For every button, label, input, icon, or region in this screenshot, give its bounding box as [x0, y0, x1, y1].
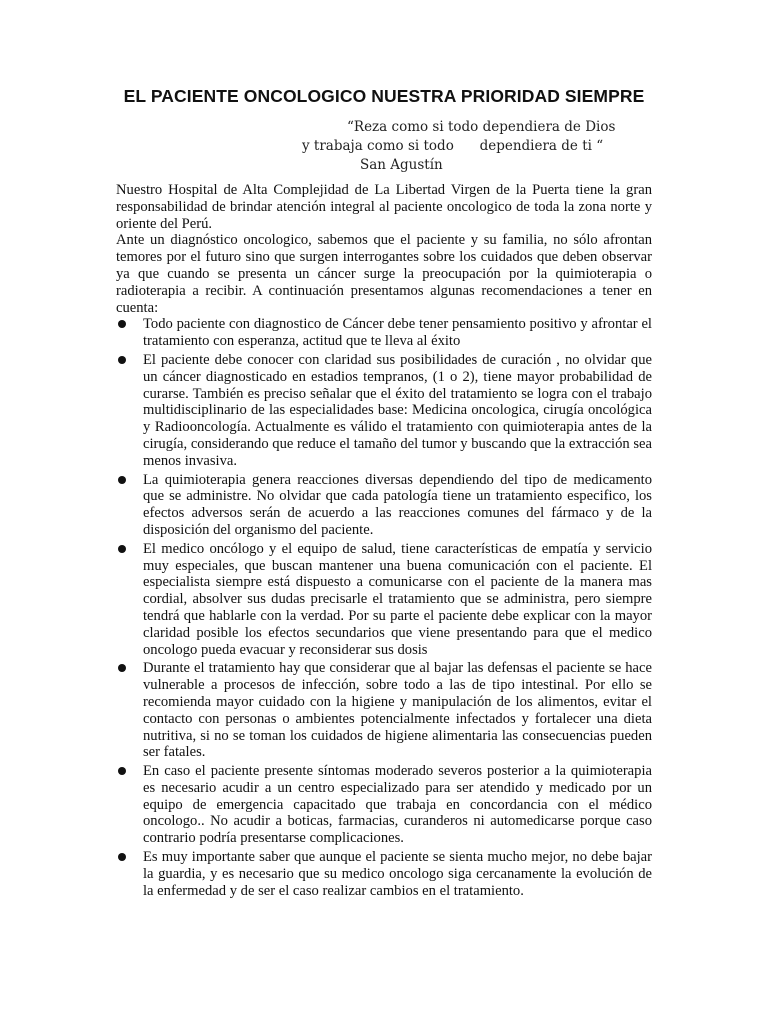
bullet-icon — [118, 664, 126, 672]
bullet-icon — [118, 320, 126, 328]
document-body — [116, 182, 652, 901]
quote-line-2: y trabaja como si todo dependiera de ti “ — [302, 138, 604, 154]
bullet-icon — [118, 356, 126, 364]
list-item-text: En caso el paciente presente síntomas moderado severos posterior a la quimioterapia es necesario acudir a un centro especializado para ser atendido y medicado por un equipo de emergencia capacitado que trabaja en concordancia con el médico oncologo.. No acudir a boticas, farmacias, curanderos ni automedicarse porque caso contrario podría presentarse complicaciones. — [143, 763, 652, 847]
list-item — [116, 472, 652, 539]
recommendations-list — [116, 316, 652, 899]
bullet-icon — [118, 476, 126, 484]
list-item-text: Durante el tratamiento hay que considerar que al bajar las defensas el paciente se hace vulnerable a procesos de infección, sobre todo a las de tipo intestinal. Por ello se recomienda mayor cuidado con la higiene y manipulación de los alimentos, evitar el contacto con personas o ambientes potencialmente infectados y fortalecer una dieta nutritiva, si no se toman los cuidados de higiene alimentaria las consecuencias pueden ser fatales. — [143, 660, 652, 761]
quote-author: San Agustín — [360, 157, 443, 173]
bullet-icon — [118, 853, 126, 861]
list-item-text: Todo paciente con diagnostico de Cáncer debe tener pensamiento positivo y afrontar el tratamiento con esperanza, actitud que te lleva al éxito — [143, 316, 652, 350]
context-paragraph: Ante un diagnóstico oncologico, sabemos que el paciente y su familia, no sólo afrontan temores por el futuro sino que surgen interrogantes sobre los cuidados que deben observar ya que cuando se presenta un cáncer surge la preocupación por la quimioterapia o radioterapia a recibir. A continuación presentamos algunas recomendaciones a tener en cuenta: — [116, 232, 652, 316]
list-item — [116, 849, 652, 899]
list-item — [116, 316, 652, 350]
list-item — [116, 660, 652, 761]
intro-paragraph: Nuestro Hospital de Alta Complejidad de La Libertad Virgen de la Puerta tiene la gran responsabilidad de brindar atención integral al paciente oncologico de toda la zona norte y oriente del Perú. — [116, 182, 652, 232]
list-item — [116, 763, 652, 847]
list-item-text: La quimioterapia genera reacciones diversas dependiendo del tipo de medicamento que se administre. No olvidar que cada patología tiene un tratamiento especifico, los efectos adversos serán de acuerdo a las reacciones comunes del fármaco y de la disposición del organismo del paciente. — [143, 471, 652, 538]
list-item-text: El paciente debe conocer con claridad sus posibilidades de curación , no olvidar que un cáncer diagnosticado en estadios tempranos, (1 o 2), tiene mayor probabilidad de curarse. También es preciso señalar que el éxito del tratamiento se logra con el trabajo multidisciplinario de las especialidades base: Medicina oncologica, cirugía oncológica y Radiooncología. Actualmente es válido el tratamiento con quimioterapia antes de la cirugía, considerando que reduce el tamaño del tumor y buscando que la extracción sea menos invasiva. — [143, 351, 652, 469]
list-item — [116, 541, 652, 659]
list-item-text: El medico oncólogo y el equipo de salud, tiene características de empatía y servicio muy especiales, que buscan mantener una buena comunicación con el paciente. El especialista siempre está dispuesto a comunicarse con el paciente de la manera mas cordial, absolver sus dudas precisarle el tratamiento que se administra, pero siempre tendrá que hablarle con la verdad. Por su parte el paciente debe explicar con la mayor claridad posible los efectos secundarios que viene presentando para que el medico oncologo pueda evacuar y reconsiderar sus dosis — [143, 540, 652, 658]
bullet-icon — [118, 545, 126, 553]
document-title: EL PACIENTE ONCOLOGICO NUESTRA PRIORIDAD SIEMPRE — [123, 86, 645, 106]
list-item-text: Es muy importante saber que aunque el paciente se sienta mucho mejor, no debe bajar la guardia, y es necesario que su medico oncologo siga cercanamente la evolución de la enfermedad y de ser el caso realizar cambios en el tratamiento. — [143, 849, 652, 899]
quote-line-1: “Reza como si todo dependiera de Dios — [347, 119, 616, 135]
list-item — [116, 352, 652, 470]
epigraph-quote — [290, 118, 690, 175]
bullet-icon — [118, 767, 126, 775]
